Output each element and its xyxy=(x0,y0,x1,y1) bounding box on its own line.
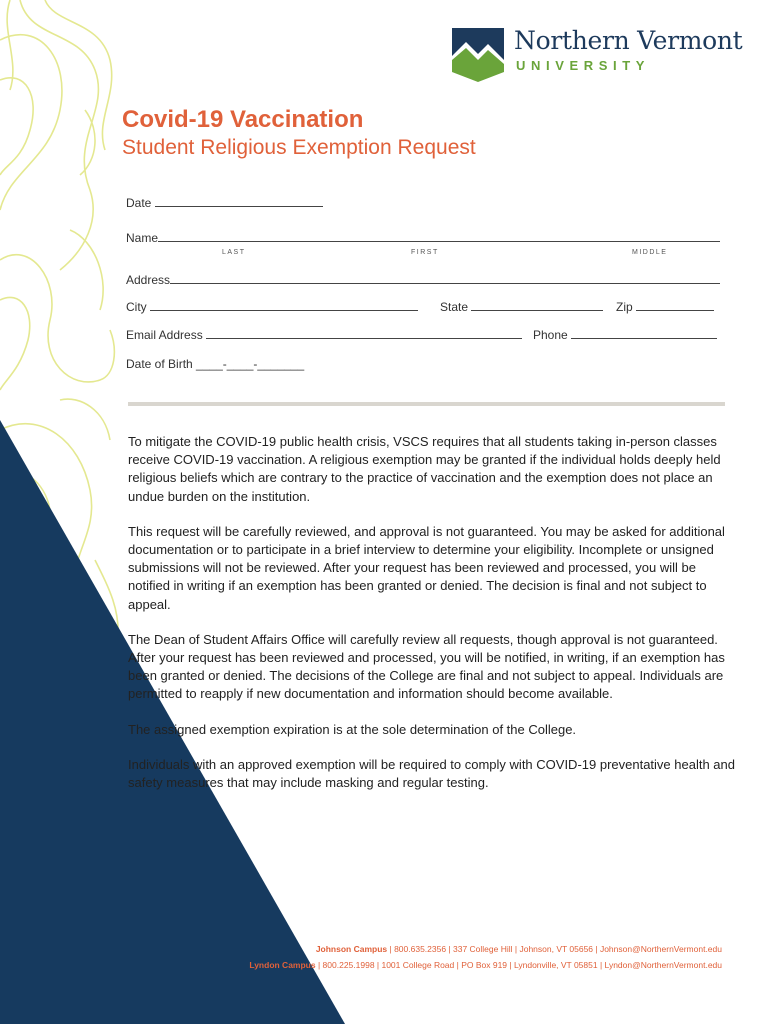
lyndon-campus-details: | 800.225.1998 | 1001 College Road | PO Box 919 | Lyndonville, VT 05851 | Lyndon@NorthernVermont.edu xyxy=(317,960,722,970)
zip-line[interactable] xyxy=(636,300,714,311)
name-hint-first: FIRST xyxy=(411,249,439,256)
state-line[interactable] xyxy=(471,300,603,311)
name-line[interactable] xyxy=(158,231,720,242)
date-field[interactable] xyxy=(126,196,323,210)
section-divider xyxy=(128,402,725,406)
city-label: City xyxy=(126,300,147,314)
phone-label: Phone xyxy=(533,328,568,342)
logo-name: Northern Vermont xyxy=(514,26,743,55)
address-line[interactable] xyxy=(170,273,720,284)
phone-line[interactable] xyxy=(571,328,717,339)
policy-paragraph-3: The Dean of Student Affairs Office will carefully review all requests, though approval is not guaranteed. After your request has been reviewed and processed, you will be notified, in writing, if an exemption has been granted or denied. The decisions of the College are final and not subject to appeal. Individuals are permitted to reapply if new documentation and information should become available. xyxy=(128,631,725,702)
address-label: Address xyxy=(126,273,171,287)
zip-label: Zip xyxy=(616,300,633,314)
name-hint-middle: MIDDLE xyxy=(632,249,668,256)
lyndon-campus-name: Lyndon Campus xyxy=(249,960,316,970)
name-label: Name xyxy=(126,231,159,245)
dob-field[interactable] xyxy=(126,357,304,371)
university-logo xyxy=(450,24,750,86)
policy-paragraph-5: Individuals with an approved exemption will be required to comply with COVID-19 preventative health and safety measures that may include masking and regular testing. xyxy=(128,756,735,791)
footer-lyndon xyxy=(249,960,722,970)
page-title: Covid-19 Vaccination xyxy=(122,106,364,133)
email-field[interactable] xyxy=(126,328,522,342)
email-line[interactable] xyxy=(206,328,522,339)
dob-label: Date of Birth xyxy=(126,357,193,371)
email-label: Email Address xyxy=(126,328,203,342)
state-field[interactable] xyxy=(440,300,603,314)
policy-paragraph-1: To mitigate the COVID-19 public health crisis, VSCS requires that all students taking in-person classes receive COVID-19 vaccination. A religious exemption may be granted if the individual holds deeply held religious beliefs which are contrary to the practice of vaccination and the exemption does not place an undue burden on the institution. xyxy=(128,434,721,504)
dob-pattern[interactable]: ____-____-_______ xyxy=(196,357,305,371)
address-field[interactable] xyxy=(126,273,720,287)
state-label: State xyxy=(440,300,469,314)
policy-paragraph-4: The assigned exemption expiration is at the sole determination of the College. xyxy=(128,721,577,737)
mountain-logo-icon xyxy=(450,24,506,82)
policy-paragraph-2: This request will be carefully reviewed, and approval is not guaranteed. You may be asked for additional documentation or to participate in a brief interview to determine your eligibility. Incomplete or unsigned submissions will not be reviewed. After your request has been reviewed and processed, you will be notified in writing if an exemption has been granted or denied. The decision is final and not subject to appeal. xyxy=(128,523,725,612)
footer-johnson xyxy=(316,944,722,954)
johnson-campus-name: Johnson Campus xyxy=(315,944,388,954)
city-line[interactable] xyxy=(150,300,418,311)
phone-field[interactable] xyxy=(533,328,717,342)
johnson-campus-details: | 800.635.2356 | 337 College Hill | Johnson, VT 05656 | Johnson@NorthernVermont.edu xyxy=(389,944,722,954)
name-hint-last: LAST xyxy=(222,249,246,256)
date-label: Date xyxy=(126,196,152,210)
name-field[interactable] xyxy=(126,231,720,245)
page-subtitle: Student Religious Exemption Request xyxy=(122,136,476,159)
zip-field[interactable] xyxy=(616,300,714,314)
policy-text xyxy=(128,433,738,809)
logo-subtitle: UNIVERSITY xyxy=(516,58,651,73)
date-line[interactable] xyxy=(155,196,323,207)
city-field[interactable] xyxy=(126,300,418,314)
